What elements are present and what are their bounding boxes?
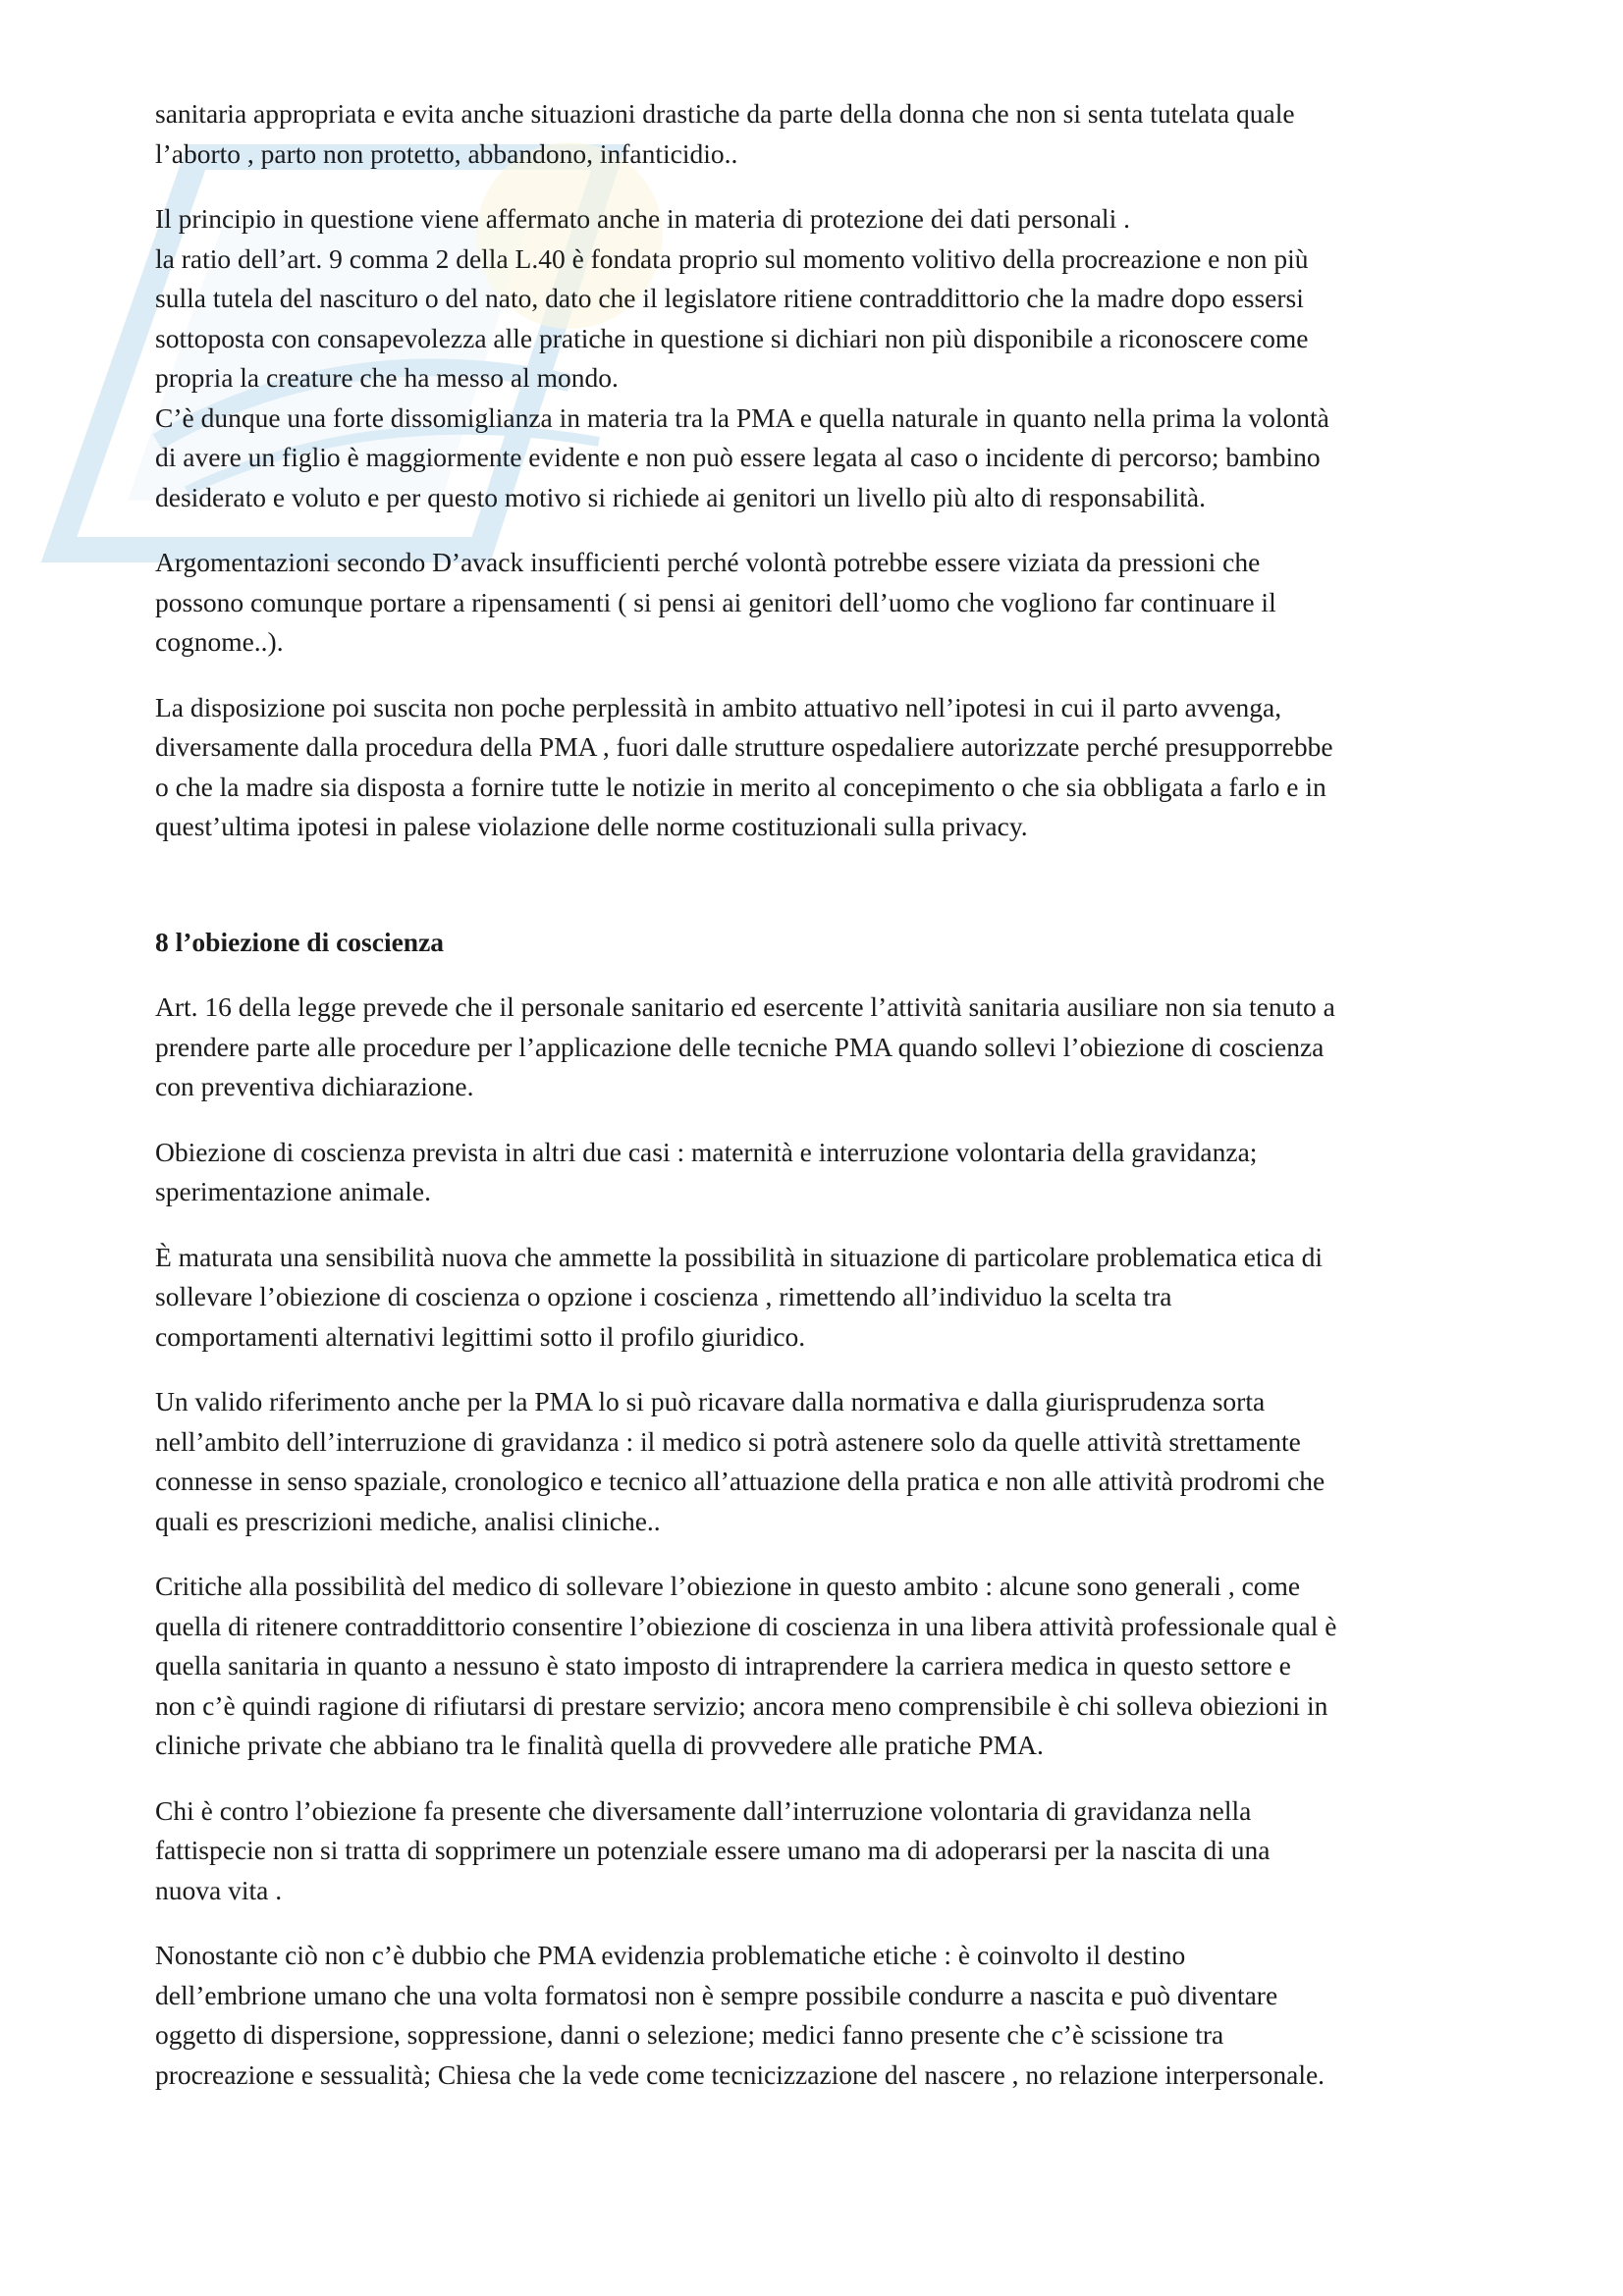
text-line: oggetto di dispersione, soppressione, danni o selezione; medici fanno presente che c’è scissione tra	[155, 2019, 1224, 2050]
section-intro	[155, 94, 1490, 847]
text-line: procreazione e sessualità; Chiesa che la vede come tecnicizzazione del nascere , no relazione interpersonale.	[155, 2058, 1325, 2090]
text-line: quella di ritenere contraddittorio consentire l’obiezione di coscienza in una libera attività professionale qual è	[155, 1610, 1337, 1641]
text-line: nell’ambito dell’interruzione di gravidanza : il medico si potrà astenere solo da quelle attività strettamente	[155, 1425, 1301, 1457]
section-obiezione	[155, 923, 1490, 2096]
text-line: desiderato e voluto e per questo motivo si richiede ai genitori un livello più alto di responsabilità.	[155, 481, 1206, 512]
text-line: dell’embrione umano che una volta formatosi non è sempre possibile condurre a nascita e può diventare	[155, 1979, 1278, 2010]
text-line: sollevare l’obiezione di coscienza o opzione i coscienza , rimettendo all’individuo la scelta tra	[155, 1281, 1172, 1311]
text-line: connesse in senso spaziale, cronologico e tecnico all’attuazione della pratica e non alle attività prodromi che	[155, 1466, 1325, 1496]
text-line: È maturata una sensibilità nuova che ammette la possibilità in situazione di particolare problematica etica di	[155, 1241, 1323, 1272]
text-line: possono comunque portare a ripensamenti ( si pensi ai genitori dell’uomo che vogliono far continuare il	[155, 586, 1276, 617]
section-heading: 8 l’obiezione di coscienza	[155, 926, 445, 957]
text-line: C’è dunque una forte dissomiglianza in materia tra la PMA e quella naturale in quanto nella prima la volontà	[155, 401, 1329, 433]
text-line: propria la creature che ha messo al mondo.	[155, 362, 619, 393]
text-line: sanitaria appropriata e evita anche situazioni drastiche da parte della donna che non si senta tutelata quale	[155, 98, 1295, 129]
paragraph	[155, 1936, 1490, 2095]
text-line: con preventiva dichiarazione.	[155, 1071, 474, 1101]
text-line: quella sanitaria in quanto a nessuno è stato imposto di intraprendere la carriera medica in questo settore e	[155, 1650, 1291, 1681]
text-line: Critiche alla possibilità del medico di sollevare l’obiezione in questo ambito : alcune sono generali , come	[155, 1571, 1301, 1601]
paragraph	[155, 988, 1490, 1107]
text-line: prendere parte alle procedure per l’applicazione delle tecniche PMA quando sollevi l’obiezione di coscienza	[155, 1031, 1325, 1062]
text-line: Chi è contro l’obiezione fa presente che diversamente dall’interruzione volontaria di gravidanza nella	[155, 1794, 1252, 1826]
paragraph	[155, 1791, 1490, 1911]
text-line: sperimentazione animale.	[155, 1176, 431, 1206]
paragraph	[155, 1133, 1490, 1212]
text-line: cliniche private che abbiano tra le finalità quella di provvedere alle pratiche PMA.	[155, 1730, 1044, 1760]
text-line: Argomentazioni secondo D’avack insufficienti perché volontà potrebbe essere viziata da pressioni che	[155, 547, 1261, 577]
paragraph	[155, 543, 1490, 663]
text-line: Art. 16 della legge prevede che il personale sanitario ed esercente l’attività sanitaria ausiliare non sia tenuto a	[155, 991, 1335, 1022]
text-line: quali es prescrizioni mediche, analisi cliniche..	[155, 1505, 661, 1536]
paragraph	[155, 94, 1490, 174]
text-line: sulla tutela del nascituro o del nato, dato che il legislatore ritiene contraddittorio che la madre dopo essersi	[155, 283, 1304, 313]
paragraph	[155, 1567, 1490, 1766]
text-line: fattispecie non si tratta di sopprimere un potenziale essere umano ma di adoperarsi per la nascita di una	[155, 1835, 1271, 1865]
text-line: Nonostante ciò non c’è dubbio che PMA evidenzia problematiche etiche : è coinvolto il destino	[155, 1940, 1186, 1970]
text-line: non c’è quindi ragione di rifiutarsi di prestare servizio; ancora meno comprensibile è chi solleva obiezioni in	[155, 1689, 1328, 1721]
text-line: la ratio dell’art. 9 comma 2 della L.40 è fondata proprio sul momento volitivo della procreazione e non più	[155, 242, 1309, 274]
text-line: comportamenti alternativi legittimi sotto il profilo giuridico.	[155, 1320, 806, 1352]
text-line: sottoposta con consapevolezza alle pratiche in questione si dichiari non più disponibile a riconoscere come	[155, 322, 1309, 353]
paragraph	[155, 199, 1490, 517]
paragraph	[155, 1382, 1490, 1541]
text-line: nuova vita .	[155, 1874, 283, 1905]
document-page	[155, 94, 1490, 2095]
text-line: diversamente dalla procedura della PMA , fuori dalle strutture ospedaliere autorizzate perché presupporrebbe	[155, 731, 1333, 762]
text-line: cognome..).	[155, 626, 284, 657]
text-line: l’aborto , parto non protetto, abbandono, infanticidio..	[155, 137, 738, 169]
paragraph	[155, 688, 1490, 847]
text-line: La disposizione poi suscita non poche perplessità in ambito attuativo nell’ipotesi in cui il parto avvenga,	[155, 691, 1282, 722]
text-line: Il principio in questione viene affermato anche in materia di protezione dei dati personali .	[155, 203, 1130, 234]
text-line: o che la madre sia disposta a fornire tutte le notizie in merito al concepimento o che sia obbligata a farlo e in	[155, 771, 1326, 802]
text-line: Obiezione di coscienza prevista in altri due casi : maternità e interruzione volontaria della gravidanza;	[155, 1136, 1258, 1167]
text-line: di avere un figlio è maggiormente evidente e non può essere legata al caso o incidente di percorso; bambino	[155, 442, 1321, 472]
paragraph	[155, 1238, 1490, 1358]
text-line: quest’ultima ipotesi in palese violazione delle norme costituzionali sulla privacy.	[155, 811, 1028, 841]
text-line: Un valido riferimento anche per la PMA lo si può ricavare dalla normativa e dalla giurisprudenza sorta	[155, 1386, 1266, 1416]
